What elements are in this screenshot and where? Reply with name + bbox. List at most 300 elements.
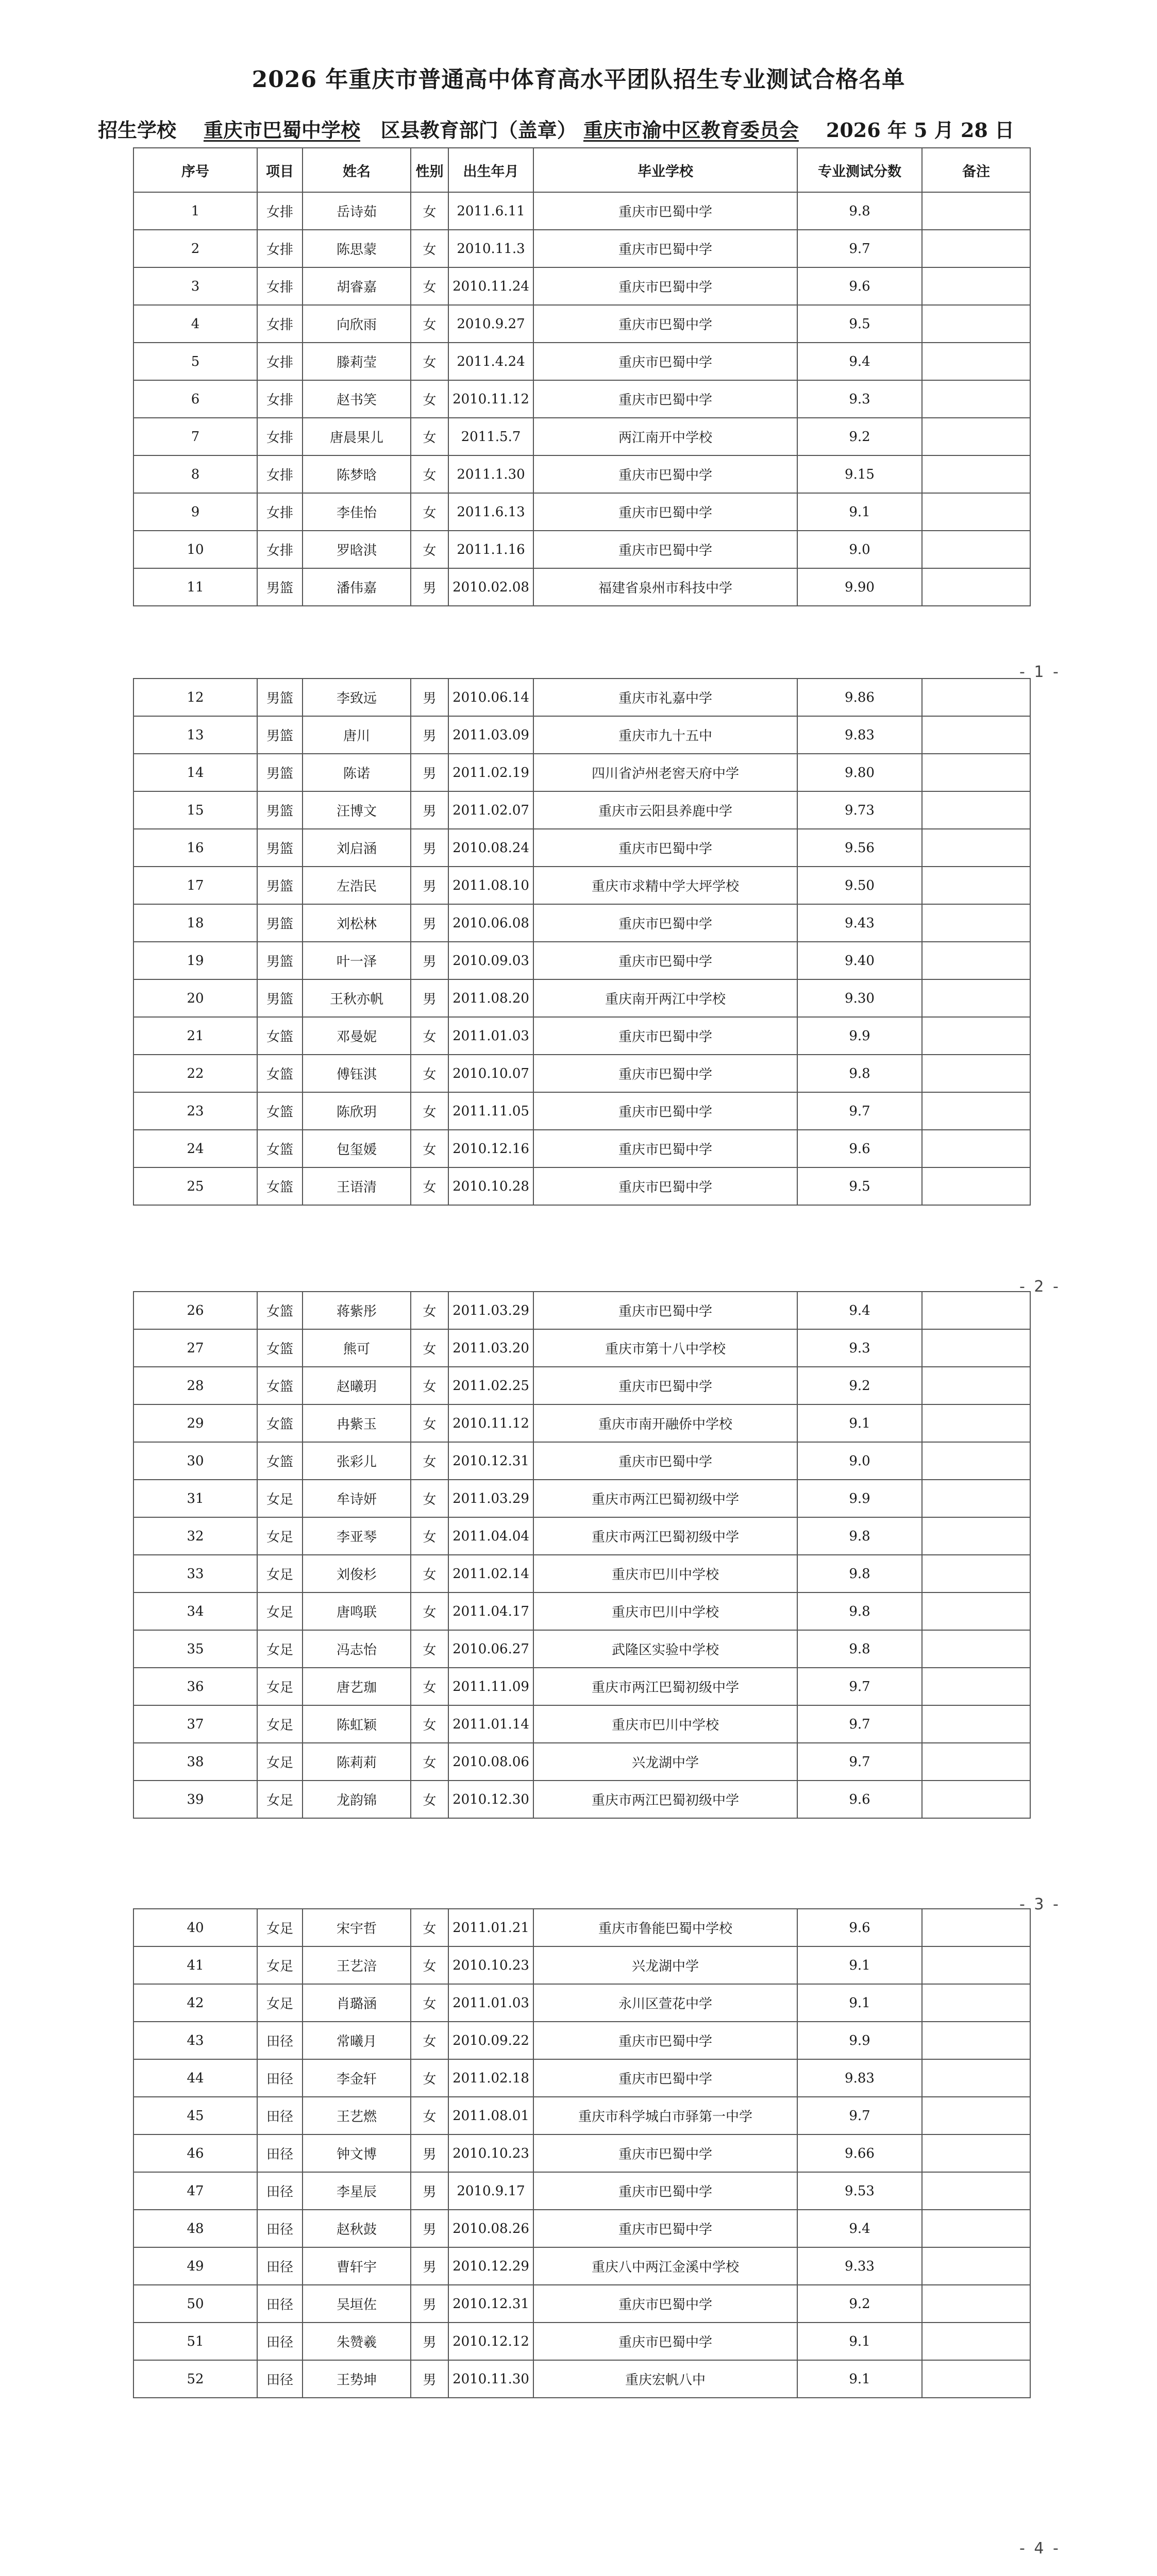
name-cell: 陈梦晗 [303,455,411,493]
test-score-cell: 9.56 [797,829,922,867]
graduating-school-cell: 重庆市求精中学大坪学校 [533,867,797,904]
gender-cell: 男 [411,791,448,829]
event-cell: 女篮 [257,1130,303,1167]
table-row [133,2285,1030,2323]
serial-number-cell: 42 [133,1984,257,2022]
table-row [133,2097,1030,2134]
name-cell: 赵曦玥 [303,1367,411,1404]
remarks-cell [922,1442,1030,1480]
birth-date-cell: 2010.06.14 [448,679,533,716]
gender-cell: 女 [411,1592,448,1630]
table-header-row [133,148,1030,192]
event-cell: 女篮 [257,1329,303,1367]
event-cell: 男篮 [257,979,303,1017]
event-cell: 女足 [257,1781,303,1818]
test-score-cell: 9.9 [797,1480,922,1517]
remarks-cell [922,942,1030,979]
serial-number-cell: 41 [133,1946,257,1984]
test-score-cell: 9.6 [797,1909,922,1946]
name-cell: 包玺媛 [303,1130,411,1167]
name-cell: 唐晨果儿 [303,418,411,455]
event-cell: 女排 [257,305,303,343]
serial-number-cell: 22 [133,1055,257,1092]
serial-number-cell: 26 [133,1292,257,1329]
graduating-school-cell: 重庆市巴蜀中学 [533,2323,797,2360]
gender-cell: 女 [411,1367,448,1404]
gender-cell: 女 [411,192,448,230]
column-header: 姓名 [303,148,411,192]
birth-date-cell: 2011.02.14 [448,1555,533,1592]
table-row [133,1517,1030,1555]
event-cell: 田径 [257,2022,303,2059]
test-score-cell: 9.83 [797,716,922,754]
gender-cell: 女 [411,418,448,455]
test-score-cell: 9.5 [797,305,922,343]
event-cell: 女足 [257,1909,303,1946]
gender-cell: 女 [411,305,448,343]
event-cell: 女足 [257,1555,303,1592]
test-score-cell: 9.2 [797,1367,922,1404]
gender-cell: 女 [411,230,448,267]
test-score-cell: 9.30 [797,979,922,1017]
remarks-cell [922,2097,1030,2134]
test-score-cell: 9.1 [797,1984,922,2022]
school-label: 招生学校 [98,118,177,142]
column-header: 毕业学校 [533,148,797,192]
serial-number-cell: 48 [133,2210,257,2247]
table-row [133,2323,1030,2360]
event-cell: 女篮 [257,1404,303,1442]
serial-number-cell: 43 [133,2022,257,2059]
column-header: 性别 [411,148,448,192]
birth-date-cell: 2010.10.23 [448,2134,533,2172]
test-score-cell: 9.2 [797,418,922,455]
serial-number-cell: 34 [133,1592,257,1630]
event-cell: 女篮 [257,1092,303,1130]
serial-number-cell: 6 [133,380,257,418]
birth-date-cell: 2010.08.24 [448,829,533,867]
graduating-school-cell: 重庆市南开融侨中学校 [533,1404,797,1442]
serial-number-cell: 40 [133,1909,257,1946]
test-score-cell: 9.8 [797,192,922,230]
table-row [133,1555,1030,1592]
test-score-cell: 9.66 [797,2134,922,2172]
birth-date-cell: 2010.10.28 [448,1167,533,1205]
remarks-cell [922,2059,1030,2097]
serial-number-cell: 5 [133,343,257,380]
remarks-cell [922,1555,1030,1592]
event-cell: 女篮 [257,1055,303,1092]
remarks-cell [922,716,1030,754]
event-cell: 女排 [257,267,303,305]
table-row [133,1592,1030,1630]
test-score-cell: 9.43 [797,904,922,942]
event-cell: 田径 [257,2285,303,2323]
serial-number-cell: 28 [133,1367,257,1404]
remarks-cell [922,1367,1030,1404]
table-row [133,1668,1030,1705]
table-row [133,380,1030,418]
event-cell: 田径 [257,2097,303,2134]
test-score-cell: 9.6 [797,1130,922,1167]
graduating-school-cell: 重庆市巴蜀中学 [533,1167,797,1205]
name-cell: 潘伟嘉 [303,568,411,606]
gender-cell: 男 [411,2172,448,2210]
name-cell: 肖璐涵 [303,1984,411,2022]
table-row [133,1909,1030,1946]
event-cell: 女足 [257,1743,303,1781]
test-score-cell: 9.4 [797,343,922,380]
graduating-school-cell: 重庆市巴蜀中学 [533,531,797,568]
gender-cell: 女 [411,1480,448,1517]
name-cell: 冉紫玉 [303,1404,411,1442]
serial-number-cell: 15 [133,791,257,829]
birth-date-cell: 2011.02.18 [448,2059,533,2097]
graduating-school-cell: 福建省泉州市科技中学 [533,568,797,606]
remarks-cell [922,1946,1030,1984]
graduating-school-cell: 重庆市第十八中学校 [533,1329,797,1367]
serial-number-cell: 14 [133,754,257,791]
name-cell: 王艺涪 [303,1946,411,1984]
graduating-school-cell: 重庆市巴蜀中学 [533,192,797,230]
graduating-school-cell: 重庆市两江巴蜀初级中学 [533,1480,797,1517]
birth-date-cell: 2010.9.27 [448,305,533,343]
serial-number-cell: 30 [133,1442,257,1480]
test-score-cell: 9.7 [797,1705,922,1743]
birth-date-cell: 2010.11.30 [448,2360,533,2398]
roster-table-page-3 [133,1291,1031,1819]
gender-cell: 女 [411,1946,448,1984]
test-score-cell: 9.4 [797,2210,922,2247]
test-score-cell: 9.50 [797,867,922,904]
table-row [133,1946,1030,1984]
name-cell: 王秋亦帆 [303,979,411,1017]
gender-cell: 男 [411,904,448,942]
test-score-cell: 9.8 [797,1630,922,1668]
serial-number-cell: 45 [133,2097,257,2134]
birth-date-cell: 2011.1.16 [448,531,533,568]
graduating-school-cell: 重庆市巴川中学校 [533,1705,797,1743]
serial-number-cell: 25 [133,1167,257,1205]
birth-date-cell: 2010.9.17 [448,2172,533,2210]
gender-cell: 女 [411,1984,448,2022]
table-row [133,2134,1030,2172]
serial-number-cell: 27 [133,1329,257,1367]
serial-number-cell: 35 [133,1630,257,1668]
remarks-cell [922,1705,1030,1743]
gender-cell: 男 [411,829,448,867]
table-row [133,2059,1030,2097]
remarks-cell [922,2134,1030,2172]
name-cell: 李金轩 [303,2059,411,2097]
graduating-school-cell: 重庆市巴蜀中学 [533,380,797,418]
table-row [133,1442,1030,1480]
gender-cell: 女 [411,343,448,380]
name-cell: 唐艺珈 [303,1668,411,1705]
graduating-school-cell: 重庆市巴蜀中学 [533,267,797,305]
test-score-cell: 9.8 [797,1055,922,1092]
serial-number-cell: 29 [133,1404,257,1442]
table-row [133,418,1030,455]
dept-label: 区县教育部门（盖章） [380,118,577,142]
birth-date-cell: 2010.08.26 [448,2210,533,2247]
birth-date-cell: 2010.09.03 [448,942,533,979]
remarks-cell [922,380,1030,418]
birth-date-cell: 2010.12.16 [448,1130,533,1167]
table-row [133,754,1030,791]
serial-number-cell: 47 [133,2172,257,2210]
header-line [98,114,1077,143]
event-cell: 男篮 [257,942,303,979]
graduating-school-cell: 重庆市巴蜀中学 [533,2285,797,2323]
name-cell: 赵书笑 [303,380,411,418]
event-cell: 田径 [257,2172,303,2210]
birth-date-cell: 2010.10.23 [448,1946,533,1984]
serial-number-cell: 32 [133,1517,257,1555]
test-score-cell: 9.0 [797,1442,922,1480]
remarks-cell [922,531,1030,568]
serial-number-cell: 51 [133,2323,257,2360]
test-score-cell: 9.9 [797,2022,922,2059]
dept-name: 重庆市渝中区教育委员会 [583,118,799,142]
graduating-school-cell: 兴龙湖中学 [533,1946,797,1984]
graduating-school-cell: 重庆市鲁能巴蜀中学校 [533,1909,797,1946]
event-cell: 女篮 [257,1292,303,1329]
test-score-cell: 9.5 [797,1167,922,1205]
serial-number-cell: 24 [133,1130,257,1167]
column-header: 专业测试分数 [797,148,922,192]
table-row [133,1743,1030,1781]
event-cell: 男篮 [257,679,303,716]
name-cell: 叶一泽 [303,942,411,979]
birth-date-cell: 2011.02.19 [448,754,533,791]
table-row [133,1705,1030,1743]
remarks-cell [922,829,1030,867]
table-row [133,867,1030,904]
event-cell: 田径 [257,2059,303,2097]
graduating-school-cell: 重庆市巴蜀中学 [533,1292,797,1329]
table-row [133,1017,1030,1055]
event-cell: 男篮 [257,867,303,904]
table-row [133,2360,1030,2398]
table-row [133,1292,1030,1329]
birth-date-cell: 2010.12.31 [448,2285,533,2323]
birth-date-cell: 2011.1.30 [448,455,533,493]
name-cell: 陈莉莉 [303,1743,411,1781]
graduating-school-cell: 重庆八中两江金溪中学校 [533,2247,797,2285]
name-cell: 罗晗淇 [303,531,411,568]
serial-number-cell: 10 [133,531,257,568]
remarks-cell [922,791,1030,829]
gender-cell: 男 [411,2247,448,2285]
serial-number-cell: 18 [133,904,257,942]
remarks-cell [922,1668,1030,1705]
remarks-cell [922,1984,1030,2022]
graduating-school-cell: 重庆市云阳县养鹿中学 [533,791,797,829]
gender-cell: 男 [411,679,448,716]
graduating-school-cell: 重庆市巴蜀中学 [533,1367,797,1404]
graduating-school-cell: 重庆市巴蜀中学 [533,1442,797,1480]
graduating-school-cell: 重庆市巴蜀中学 [533,343,797,380]
gender-cell: 女 [411,1092,448,1130]
test-score-cell: 9.73 [797,791,922,829]
column-header: 项目 [257,148,303,192]
test-score-cell: 9.90 [797,568,922,606]
test-score-cell: 9.1 [797,493,922,531]
name-cell: 宋宇哲 [303,1909,411,1946]
birth-date-cell: 2010.12.31 [448,1442,533,1480]
event-cell: 女排 [257,455,303,493]
table-row [133,2172,1030,2210]
table-row [133,1092,1030,1130]
graduating-school-cell: 重庆市两江巴蜀初级中学 [533,1517,797,1555]
table-row [133,2247,1030,2285]
gender-cell: 女 [411,531,448,568]
test-score-cell: 9.8 [797,1592,922,1630]
graduating-school-cell: 重庆市巴蜀中学 [533,1092,797,1130]
serial-number-cell: 16 [133,829,257,867]
name-cell: 冯志怡 [303,1630,411,1668]
name-cell: 蒋紫彤 [303,1292,411,1329]
birth-date-cell: 2010.12.29 [448,2247,533,2285]
name-cell: 龙韵锦 [303,1781,411,1818]
gender-cell: 女 [411,1743,448,1781]
name-cell: 傅钰淇 [303,1055,411,1092]
gender-cell: 女 [411,1292,448,1329]
serial-number-cell: 7 [133,418,257,455]
event-cell: 女足 [257,1984,303,2022]
birth-date-cell: 2010.11.24 [448,267,533,305]
test-score-cell: 9.1 [797,2360,922,2398]
table-row [133,679,1030,716]
graduating-school-cell: 重庆市两江巴蜀初级中学 [533,1781,797,1818]
event-cell: 田径 [257,2323,303,2360]
remarks-cell [922,2285,1030,2323]
graduating-school-cell: 重庆市巴蜀中学 [533,1130,797,1167]
name-cell: 汪博文 [303,791,411,829]
name-cell: 胡睿嘉 [303,267,411,305]
birth-date-cell: 2011.02.07 [448,791,533,829]
event-cell: 女排 [257,531,303,568]
remarks-cell [922,867,1030,904]
graduating-school-cell: 重庆市巴川中学校 [533,1555,797,1592]
birth-date-cell: 2011.01.03 [448,1984,533,2022]
graduating-school-cell: 重庆宏帆八中 [533,2360,797,2398]
birth-date-cell: 2010.06.08 [448,904,533,942]
gender-cell: 女 [411,1781,448,1818]
birth-date-cell: 2010.10.07 [448,1055,533,1092]
remarks-cell [922,2172,1030,2210]
event-cell: 女排 [257,418,303,455]
name-cell: 滕莉莹 [303,343,411,380]
table-row [133,305,1030,343]
test-score-cell: 9.7 [797,2097,922,2134]
remarks-cell [922,2323,1030,2360]
remarks-cell [922,1167,1030,1205]
serial-number-cell: 17 [133,867,257,904]
gender-cell: 男 [411,2360,448,2398]
name-cell: 李致远 [303,679,411,716]
table-row [133,455,1030,493]
event-cell: 田径 [257,2247,303,2285]
remarks-cell [922,2247,1030,2285]
graduating-school-cell: 两江南开中学校 [533,418,797,455]
remarks-cell [922,904,1030,942]
table-row [133,1367,1030,1404]
birth-date-cell: 2011.6.11 [448,192,533,230]
remarks-cell [922,1781,1030,1818]
graduating-school-cell: 重庆市巴蜀中学 [533,942,797,979]
birth-date-cell: 2011.03.29 [448,1480,533,1517]
graduating-school-cell: 重庆市九十五中 [533,716,797,754]
table-row [133,192,1030,230]
birth-date-cell: 2010.08.06 [448,1743,533,1781]
gender-cell: 女 [411,267,448,305]
birth-date-cell: 2011.6.13 [448,493,533,531]
test-score-cell: 9.6 [797,267,922,305]
serial-number-cell: 46 [133,2134,257,2172]
test-score-cell: 9.1 [797,1946,922,1984]
serial-number-cell: 12 [133,679,257,716]
serial-number-cell: 11 [133,568,257,606]
serial-number-cell: 44 [133,2059,257,2097]
event-cell: 田径 [257,2210,303,2247]
table-row [133,1781,1030,1818]
gender-cell: 女 [411,1909,448,1946]
name-cell: 王艺燃 [303,2097,411,2134]
name-cell: 王势坤 [303,2360,411,2398]
graduating-school-cell: 重庆市巴川中学校 [533,1592,797,1630]
graduating-school-cell: 重庆市巴蜀中学 [533,829,797,867]
birth-date-cell: 2011.04.17 [448,1592,533,1630]
serial-number-cell: 13 [133,716,257,754]
remarks-cell [922,2022,1030,2059]
serial-number-cell: 1 [133,192,257,230]
event-cell: 女篮 [257,1167,303,1205]
remarks-cell [922,1092,1030,1130]
serial-number-cell: 36 [133,1668,257,1705]
graduating-school-cell: 重庆市巴蜀中学 [533,455,797,493]
test-score-cell: 9.9 [797,1017,922,1055]
graduating-school-cell: 重庆市巴蜀中学 [533,1017,797,1055]
graduating-school-cell: 重庆市巴蜀中学 [533,493,797,531]
test-score-cell: 9.2 [797,2285,922,2323]
table-row [133,1167,1030,1205]
name-cell: 唐鸣联 [303,1592,411,1630]
gender-cell: 女 [411,1668,448,1705]
test-score-cell: 9.1 [797,2323,922,2360]
test-score-cell: 9.15 [797,455,922,493]
table-row [133,531,1030,568]
name-cell: 王语清 [303,1167,411,1205]
table-row [133,1130,1030,1167]
event-cell: 女足 [257,1592,303,1630]
serial-number-cell: 39 [133,1781,257,1818]
remarks-cell [922,192,1030,230]
birth-date-cell: 2011.01.21 [448,1909,533,1946]
name-cell: 赵秋鼓 [303,2210,411,2247]
gender-cell: 男 [411,867,448,904]
test-score-cell: 9.40 [797,942,922,979]
name-cell: 曹轩宇 [303,2247,411,2285]
birth-date-cell: 2011.01.14 [448,1705,533,1743]
gender-cell: 男 [411,2323,448,2360]
graduating-school-cell: 重庆市科学城白市驿第一中学 [533,2097,797,2134]
birth-date-cell: 2011.08.20 [448,979,533,1017]
table-row [133,716,1030,754]
birth-date-cell: 2010.12.12 [448,2323,533,2360]
gender-cell: 女 [411,1329,448,1367]
